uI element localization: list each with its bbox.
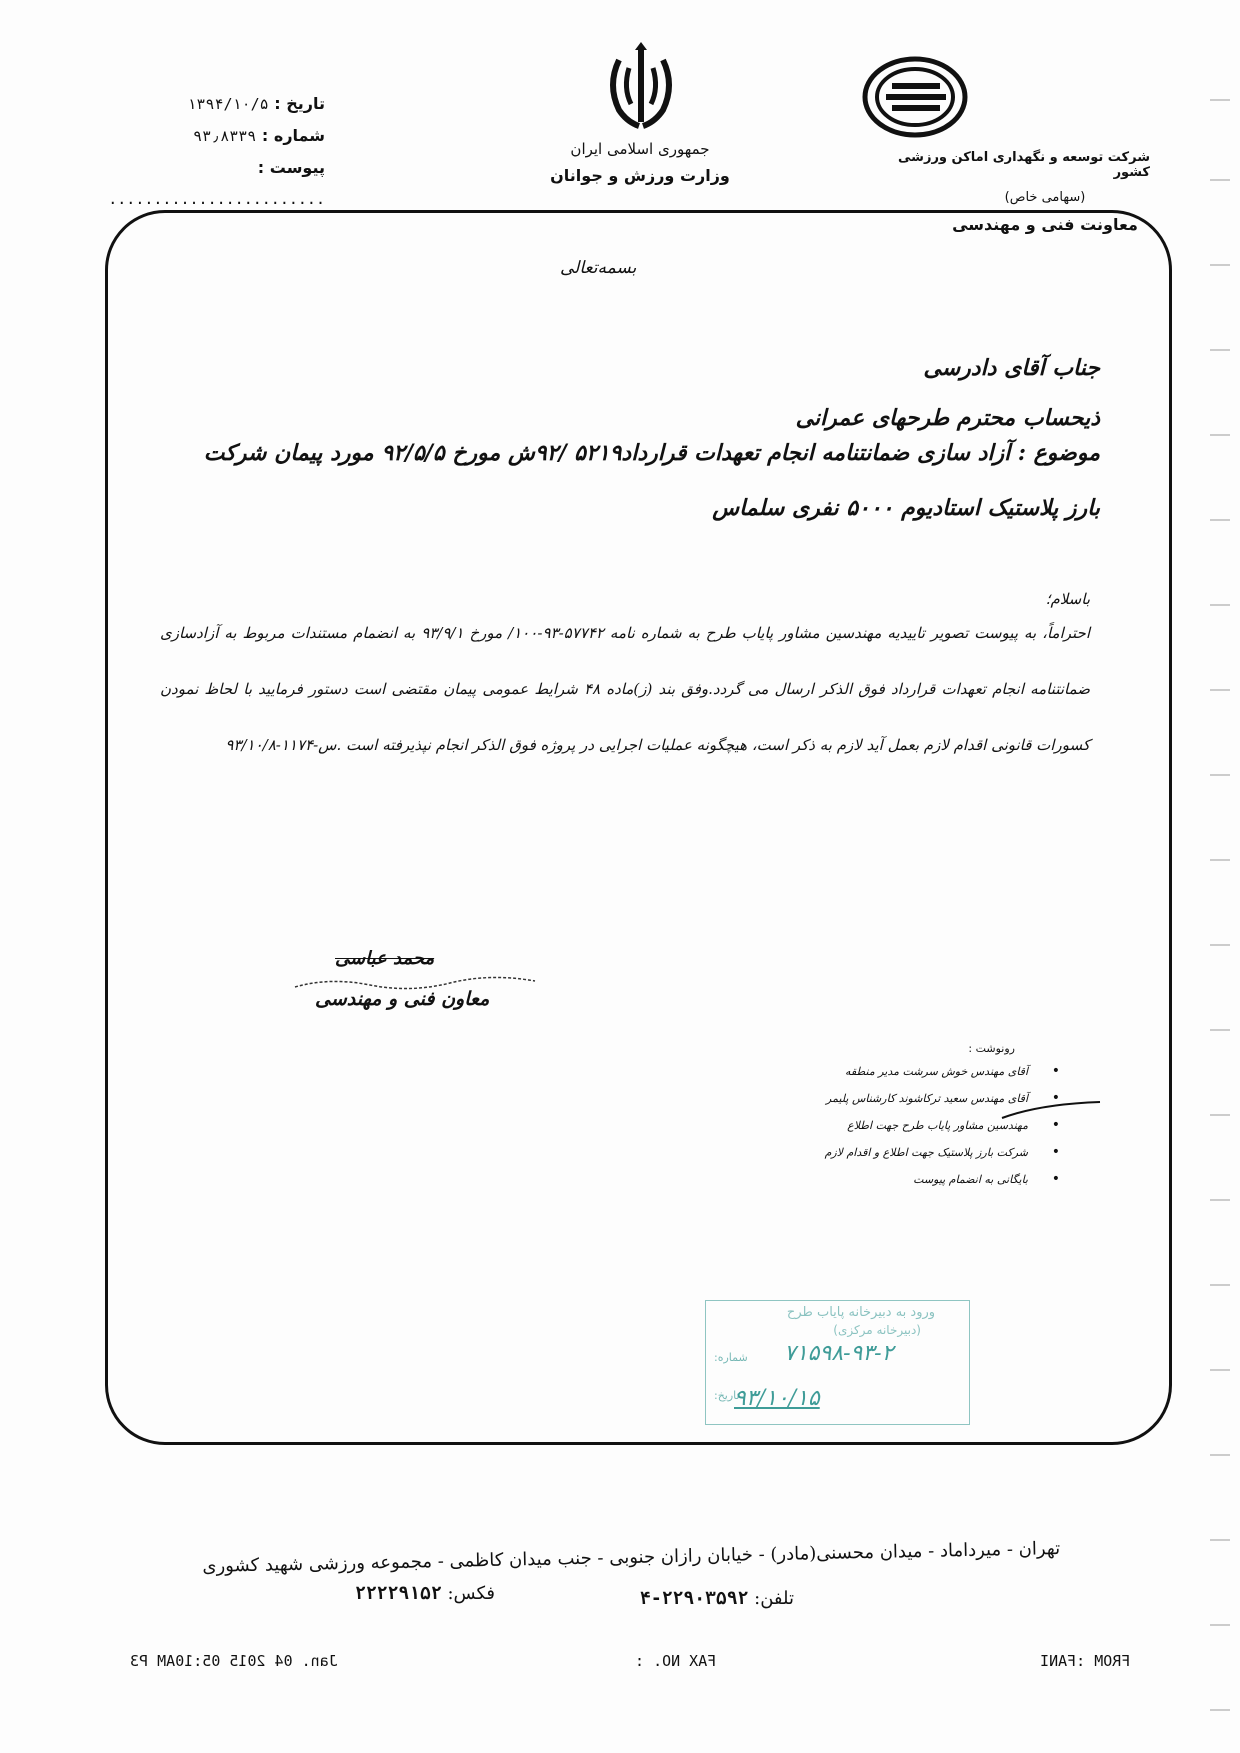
- cc-title: رونوشت :: [968, 1042, 1015, 1055]
- stamp-number-value: ۷۱۵۹۸-۹۳-۲: [784, 1341, 894, 1366]
- letter-frame: [105, 210, 1172, 1445]
- ministry-name: وزارت ورزش و جوانان: [550, 166, 730, 185]
- number-row: [95, 120, 325, 152]
- stamp-line-1: ورود به دبیرخانه پایاب طرح: [786, 1305, 936, 1320]
- letter-subject-continued: بارز پلاستیک استادیوم ۵۰۰۰ نفری سلماس: [712, 495, 1100, 521]
- fax-number-header: FAX NO. :: [635, 1652, 717, 1670]
- date-row: [95, 88, 325, 120]
- date-value: ۱۳۹۴/۱۰/۵: [187, 95, 269, 113]
- stamp-date-label: تاریخ:: [714, 1389, 740, 1402]
- organization-type: (سهامی خاص): [1004, 190, 1086, 205]
- phone-label: تلفن:: [754, 1588, 794, 1609]
- phone-number: ۲۲۹۰۳۵۹۲-۴: [640, 1588, 749, 1609]
- number-value: ۹۳٫۸۳۳۹: [193, 127, 257, 145]
- organization-department: معاونت فنی و مهندسی: [952, 215, 1138, 234]
- attachment-value: ........................: [108, 190, 325, 208]
- recipient-title: ذیحساب محترم طرحهای عمرانی: [795, 405, 1100, 431]
- iran-emblem-icon: [605, 40, 677, 132]
- cc-item: • شرکت بارز پلاستیک جهت اطلاع و اقدام لازم: [825, 1139, 1060, 1166]
- footer-phone: [640, 1588, 794, 1609]
- organization-logo-icon: [860, 55, 970, 140]
- stamp-line-2: (دبیرخانه مرکزی): [833, 1323, 921, 1337]
- government-header: [535, 40, 745, 185]
- cc-item: • بایگانی به انضمام پیوست: [825, 1166, 1060, 1193]
- cc-item: • آقای مهندس خوش سرشت مدیر منطقه: [825, 1058, 1060, 1085]
- basmala: بسمه‌تعالی: [560, 258, 637, 278]
- cc-item: • مهندسین مشاور پایاب طرح جهت اطلاع: [825, 1112, 1060, 1139]
- fax-from: FROM :FANI: [1040, 1652, 1131, 1670]
- fax-datetime: Jan. 04 2015 05:10AM P3: [130, 1652, 338, 1670]
- signatory-name: محمد عباسی: [335, 948, 435, 969]
- country-name: جمهوری اسلامی ایران: [570, 140, 710, 158]
- scan-edge-marks-icon: [1200, 0, 1240, 1753]
- handwritten-mark-icon: [1000, 1100, 1105, 1120]
- letter-subject: موضوع : آزاد سازی ضمانتنامه انجام تعهدات قرارداد۵۲۱۹ /۹۲ش مورخ ۹۲/۵/۵ مورد پیمان شرکت: [203, 440, 1100, 466]
- footer-address: تهران - میرداماد - میدان محسنی(مادر) - خیابان رازان جنوبی - جنب میدان کاظمی - مجموعه ورزشی شهید کشوری: [202, 1538, 1061, 1577]
- fax-number: ۲۲۲۲۹۱۵۲: [355, 1583, 442, 1604]
- attachment-row: [95, 152, 325, 215]
- number-label: شماره :: [261, 126, 325, 145]
- attachment-label: پیوست :: [257, 158, 325, 177]
- stamp-date-value: ۹۳/۱۰/۱۵: [734, 1386, 820, 1411]
- received-stamp: [705, 1300, 970, 1425]
- greeting: باسلام؛: [1045, 590, 1090, 608]
- date-label: تاریخ :: [274, 94, 325, 113]
- letter-meta: [95, 88, 325, 215]
- cc-list: [825, 1058, 1060, 1193]
- organization-name: شرکت توسعه و نگهداری اماکن ورزشی کشور: [898, 150, 1150, 180]
- fax-label: فکس:: [447, 1583, 495, 1604]
- letter-body: احتراماً، به پیوست تصویر تاییدیه مهندسین مشاور پایاب طرح به شماره نامه ۵۷۷۴۲-۹۳-۱۰۰/ مورخ ۹۳/۹/۱ به انضمام مستندات مربوط به آزادسازی ضمانتنامه انجام تعهدات قرارداد فوق الذکر ارسال می گردد.وفق بند (ز)ماده ۴۸ شرایط عمومی پیمان مقتضی است دستور فرمایید با لحاظ نمودن کسورات قانونی اقدام لازم بعمل آید لازم به ذکر است، هیچگونه عملیات اجرایی در پروژه فوق الذکر انجام نپذیرفته است .س-۱۱۷۴-۹۳/۱۰/۸: [160, 624, 1090, 754]
- cc-item: • آقای مهندس سعید ترکاشوند کارشناس پلیمر: [825, 1085, 1060, 1112]
- signatory-title: معاون فنی و مهندسی: [315, 988, 490, 1010]
- footer-fax: [355, 1583, 495, 1604]
- recipient-name: جناب آقای دادرسی: [923, 355, 1100, 381]
- stamp-number-label: شماره:: [714, 1351, 748, 1364]
